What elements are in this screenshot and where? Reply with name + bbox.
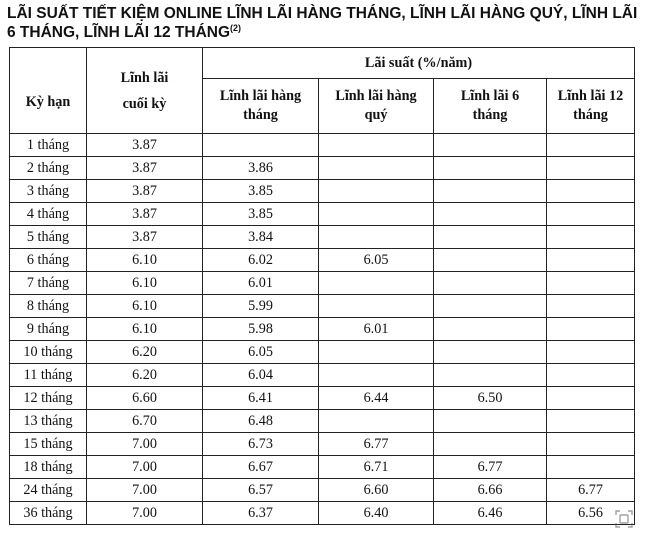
cell-quarterly: 6.77 <box>319 433 434 456</box>
cell-term: 10 tháng <box>10 341 87 364</box>
cell-monthly <box>203 134 319 157</box>
cell-twelve-month <box>547 341 635 364</box>
cell-term: 11 tháng <box>10 364 87 387</box>
cell-quarterly: 6.01 <box>319 318 434 341</box>
cell-quarterly <box>319 295 434 318</box>
cell-twelve-month <box>547 157 635 180</box>
cell-monthly: 6.37 <box>203 502 319 525</box>
table-row <box>10 180 635 203</box>
cell-term: 15 tháng <box>10 433 87 456</box>
cell-end-of-term: 3.87 <box>87 180 203 203</box>
cell-term: 6 tháng <box>10 249 87 272</box>
cell-twelve-month: 6.77 <box>547 479 635 502</box>
cell-end-of-term: 6.20 <box>87 341 203 364</box>
cell-six-month <box>434 295 547 318</box>
cell-monthly: 6.48 <box>203 410 319 433</box>
cell-twelve-month <box>547 249 635 272</box>
cell-quarterly <box>319 157 434 180</box>
header-quarterly: Lĩnh lãi hàng quý <box>319 79 434 134</box>
cell-six-month <box>434 249 547 272</box>
cell-six-month <box>434 134 547 157</box>
cell-quarterly: 6.05 <box>319 249 434 272</box>
cell-six-month <box>434 180 547 203</box>
table-row <box>10 157 635 180</box>
scan-frame-icon <box>615 510 633 528</box>
cell-six-month <box>434 318 547 341</box>
cell-term: 36 tháng <box>10 502 87 525</box>
cell-monthly: 6.02 <box>203 249 319 272</box>
cell-term: 4 tháng <box>10 203 87 226</box>
cell-twelve-month: 6.56 <box>547 502 635 525</box>
cell-twelve-month <box>547 295 635 318</box>
cell-term: 7 tháng <box>10 272 87 295</box>
table-row <box>10 410 635 433</box>
header-end-of-term: Lĩnh lãi cuối kỳ <box>87 48 203 134</box>
cell-end-of-term: 7.00 <box>87 433 203 456</box>
cell-monthly: 6.04 <box>203 364 319 387</box>
cell-monthly: 6.05 <box>203 341 319 364</box>
table-row <box>10 479 635 502</box>
cell-twelve-month <box>547 456 635 479</box>
cell-end-of-term: 3.87 <box>87 134 203 157</box>
cell-term: 3 tháng <box>10 180 87 203</box>
header-term: Kỳ hạn <box>10 48 87 134</box>
table-body <box>10 134 635 525</box>
table-row <box>10 318 635 341</box>
cell-six-month: 6.77 <box>434 456 547 479</box>
cell-monthly: 6.01 <box>203 272 319 295</box>
cell-six-month <box>434 272 547 295</box>
header-twelve-month: Lĩnh lãi 12 tháng <box>547 79 635 134</box>
cell-twelve-month <box>547 134 635 157</box>
cell-end-of-term: 3.87 <box>87 157 203 180</box>
cell-end-of-term: 6.10 <box>87 318 203 341</box>
cell-six-month: 6.66 <box>434 479 547 502</box>
cell-term: 5 tháng <box>10 226 87 249</box>
cell-term: 24 tháng <box>10 479 87 502</box>
table-row <box>10 364 635 387</box>
table-row <box>10 433 635 456</box>
cell-quarterly <box>319 203 434 226</box>
cell-quarterly <box>319 180 434 203</box>
header-six-month: Lĩnh lãi 6 tháng <box>434 79 547 134</box>
title-footnote: (2) <box>230 22 242 33</box>
table-row <box>10 456 635 479</box>
cell-quarterly <box>319 341 434 364</box>
cell-quarterly <box>319 226 434 249</box>
header-monthly: Lĩnh lãi hàng tháng <box>203 79 319 134</box>
cell-end-of-term: 6.70 <box>87 410 203 433</box>
cell-six-month <box>434 410 547 433</box>
table-row <box>10 226 635 249</box>
cell-six-month <box>434 433 547 456</box>
cell-quarterly: 6.71 <box>319 456 434 479</box>
cell-end-of-term: 3.87 <box>87 203 203 226</box>
cell-twelve-month <box>547 433 635 456</box>
cell-quarterly <box>319 364 434 387</box>
cell-term: 9 tháng <box>10 318 87 341</box>
cell-twelve-month <box>547 318 635 341</box>
cell-quarterly: 6.40 <box>319 502 434 525</box>
table-row <box>10 387 635 410</box>
table-row <box>10 272 635 295</box>
cell-twelve-month <box>547 364 635 387</box>
table-row <box>10 249 635 272</box>
table-row <box>10 295 635 318</box>
cell-end-of-term: 7.00 <box>87 479 203 502</box>
cell-end-of-term: 6.10 <box>87 249 203 272</box>
cell-term: 1 tháng <box>10 134 87 157</box>
cell-monthly: 6.41 <box>203 387 319 410</box>
cell-monthly: 6.67 <box>203 456 319 479</box>
cell-twelve-month <box>547 387 635 410</box>
cell-twelve-month <box>547 203 635 226</box>
cell-end-of-term: 6.60 <box>87 387 203 410</box>
cell-term: 8 tháng <box>10 295 87 318</box>
cell-term: 12 tháng <box>10 387 87 410</box>
page-title <box>7 4 639 42</box>
cell-six-month: 6.46 <box>434 502 547 525</box>
page-title-text: LÃI SUẤT TIẾT KIỆM ONLINE LĨNH LÃI HÀNG THÁNG, LĨNH LÃI HÀNG QUÝ, LĨNH LÃI 6 THÁNG, LĨNH LÃI 12 THÁNG <box>7 5 638 41</box>
cell-end-of-term: 7.00 <box>87 456 203 479</box>
cell-end-of-term: 6.10 <box>87 272 203 295</box>
cell-monthly: 3.84 <box>203 226 319 249</box>
cell-monthly: 3.86 <box>203 157 319 180</box>
cell-term: 2 tháng <box>10 157 87 180</box>
cell-quarterly <box>319 134 434 157</box>
cell-end-of-term: 6.20 <box>87 364 203 387</box>
cell-twelve-month <box>547 410 635 433</box>
cell-monthly: 3.85 <box>203 203 319 226</box>
cell-twelve-month <box>547 226 635 249</box>
cell-quarterly <box>319 272 434 295</box>
cell-quarterly: 6.44 <box>319 387 434 410</box>
table-row <box>10 203 635 226</box>
cell-six-month <box>434 157 547 180</box>
cell-six-month: 6.50 <box>434 387 547 410</box>
cell-end-of-term: 6.10 <box>87 295 203 318</box>
cell-six-month <box>434 226 547 249</box>
cell-end-of-term: 7.00 <box>87 502 203 525</box>
cell-monthly: 6.73 <box>203 433 319 456</box>
cell-monthly: 6.57 <box>203 479 319 502</box>
cell-six-month <box>434 364 547 387</box>
cell-quarterly: 6.60 <box>319 479 434 502</box>
header-rate-group: Lãi suất (%/năm) <box>203 48 635 79</box>
table-row <box>10 502 635 525</box>
cell-monthly: 5.99 <box>203 295 319 318</box>
cell-quarterly <box>319 410 434 433</box>
cell-term: 13 tháng <box>10 410 87 433</box>
cell-monthly: 3.85 <box>203 180 319 203</box>
interest-rate-table <box>9 47 635 525</box>
cell-monthly: 5.98 <box>203 318 319 341</box>
table-row <box>10 134 635 157</box>
table-row <box>10 341 635 364</box>
cell-twelve-month <box>547 180 635 203</box>
cell-six-month <box>434 341 547 364</box>
cell-six-month <box>434 203 547 226</box>
cell-term: 18 tháng <box>10 456 87 479</box>
cell-twelve-month <box>547 272 635 295</box>
cell-end-of-term: 3.87 <box>87 226 203 249</box>
